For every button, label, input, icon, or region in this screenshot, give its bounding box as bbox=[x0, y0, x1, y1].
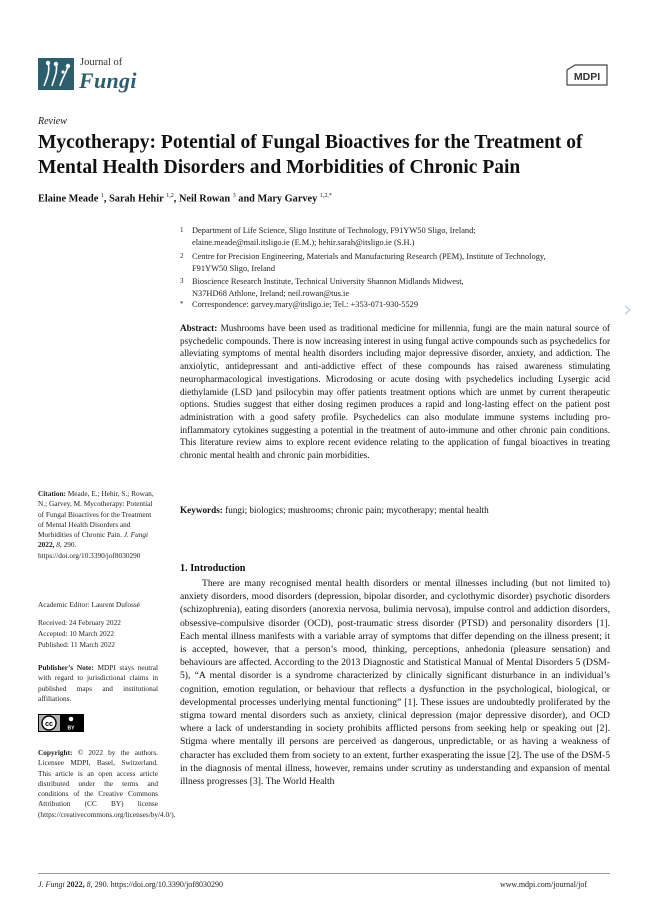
affiliation-correspondence bbox=[180, 299, 620, 311]
author-name: Sarah Hehir bbox=[109, 193, 164, 205]
academic-editor: Academic Editor: Laurent Dufossé bbox=[38, 600, 140, 609]
citation-block bbox=[38, 489, 158, 561]
citation-doi-link[interactable]: 290. https://doi.org/10.3390/jof8030290 bbox=[38, 540, 141, 560]
published-date: Published: 11 March 2022 bbox=[38, 640, 115, 649]
affiliation-line: Centre for Precision Engineering, Materials and Manufacturing Research (PEM), Institute of Technology, bbox=[192, 252, 546, 261]
affiliation-line: F91YW50 Sligo, Ireland bbox=[192, 263, 276, 273]
footer-volume: 8, bbox=[86, 880, 93, 889]
publisher-note-text: MDPI stays neutral with regard to jurisdictional claims in published maps and institutional affiliations. bbox=[38, 663, 158, 703]
affiliation-2 bbox=[180, 251, 620, 275]
copyright-label: Copyright: bbox=[38, 748, 73, 757]
abstract-label: Abstract: bbox=[180, 323, 218, 333]
cc-by-license-icon[interactable] bbox=[38, 714, 84, 732]
copyright-text: © 2022 by the authors. Licensee MDPI, Basel, Switzerland. This article is an open access article distributed under the terms and conditions of the Creative Commons Attribution (CC BY) license (https://creativecommons.org/licenses/by/4.0/). bbox=[38, 748, 176, 819]
publisher-note bbox=[38, 663, 158, 704]
affiliation-line: Department of Life Science, Sligo Institute of Technology, F91YW50 Sligo, Ireland; bbox=[192, 226, 476, 235]
journal-name: Fungi bbox=[79, 68, 137, 93]
author-list: Elaine Meade $^1$, Sarah Hehir $^{1,2}$, Neil Rowan $^3$ and Mary Garvey $^{1,2,*}$ bbox=[38, 193, 332, 205]
keywords-label: Keywords: bbox=[180, 505, 223, 515]
publisher-label: MDPI bbox=[573, 71, 601, 83]
author-affil: 1,2,* bbox=[319, 193, 332, 199]
citation-year: 2022, bbox=[38, 540, 55, 550]
footer-year: 2022, bbox=[66, 880, 85, 889]
affiliation-3 bbox=[180, 276, 620, 300]
citation-label: Citation: bbox=[38, 489, 66, 498]
article-title: Mycotherapy: Potential of Fungal Bioactives for the Treatment of Mental Health Disorders and Morbidities of Chronic Pain bbox=[38, 132, 583, 178]
affiliation-line: elaine.meade@mail.itsligo.ie (E.M.); hehir.sarah@itsligo.ie (S.H.) bbox=[192, 237, 415, 247]
citation-volume: 8, bbox=[56, 540, 62, 550]
footer-journal: J. Fungi bbox=[38, 880, 65, 889]
svg-text:cc: cc bbox=[45, 721, 53, 728]
citation-journal: J. Fungi bbox=[123, 530, 149, 540]
mdpi-logo-icon bbox=[565, 64, 609, 86]
author-affil: 3 bbox=[232, 193, 236, 199]
citation-text: Meade, E.; Hehir, S.; Rowan, N.; Garvey, M. Mycotherapy: Potential of Fungal Bioactives for the Treatment of Mental Health Disorders and Morbidities of Chronic Pain. bbox=[38, 489, 154, 540]
publisher-note-label: Publisher’s Note: bbox=[38, 663, 94, 672]
footer-doi-link[interactable]: 290. https://doi.org/10.3390/jof8030290 bbox=[94, 880, 223, 889]
affiliation-mark: * bbox=[180, 300, 184, 308]
abstract-text: Mushrooms have been used as traditional medicine for millennia, fungi are the main natural source of psychedelic compounds. There is now increasing interest in using fungal active compounds such as psychedelics for alleviating symptoms of mental health disorders including major depressive disorder, anxiety, and addiction. The anxiolytic, antidepressant and anti-addictive effect of these compounds has raised awareness stimulating neuropharmacological investigations. Microdosing or acute dosing with psychedelics including Lysergic acid diethylamide (LSD )and psilocybin may offer patients treatment options which are unmet by current therapeutic options. Studies suggest that either dosing regimen produces a rapid and long-lasting effect on the patient post administration with a good safety profile. Psychedelics can also modulate immune systems including pro-inflammatory cytokines suggesting a potential in the treatment of auto-immune and other chronic pain conditions. This literature review aims to explore recent evidence relating to the application of fungal bioactives in treating chronic mental health and chronic pain morbidities. bbox=[180, 323, 610, 461]
author-affil: 1,2 bbox=[166, 193, 174, 199]
introduction-paragraph: There are many recognised mental health disorders or mental illnesses including (but not limited to) anxiety disorders, mood disorders (depression, bipolar disorder, and cyclothymic disorder) psychotic disorders (schizophrenia), eating disorders (anorexia nervosa, bulimia nervosa), impulse control and addiction disorders, obsessive-compulsive disorder (OCD), post-traumatic stress disorder (PTSD) and personality disorders [1]. Each mental illness manifests with a variable array of symptoms that differ depending on the illness present; it is accepted, however, that a person’s mood, thinking, perceptions, anhedonia (pleasure sensation) and behaviours are affected. According to the 2013 Diagnostic and Statistical Manual of Mental Disorders 5 (DSM-5), “A mental disorder is a syndrome characterized by clinically significant disturbance in an individual’s cognition, emotion regulation, or behaviour that reflects a dysfunction in the psychological, biological, or developmental processes underlying mental functioning” [1]. These issues are undoubtedly proliferated by the stigma toward mental disorders such as anxiety, clinical depression (major depressive disorder), and OCD where a lack of understanding in society prohibits afflicted persons from seeking help or speaking out [2]. Stigma where mentally ill persons are perceived as dangerous, unpredictable, or as having a weakness of character has excluded them from society to an extent, further exasperating the issue [2]. The use of the DSM-5 in the diagnosis of mental illness, however, remains under scrutiny as understanding and expansion of mental illness progresses [3]. The World Health bbox=[180, 578, 610, 788]
affiliation-mark: 1 bbox=[180, 226, 184, 234]
page-nav-arrow-icon[interactable] bbox=[622, 305, 634, 315]
affiliation-line: Correspondence: garvey.mary@itsligo.ie; Tel.: +353-071-930-5529 bbox=[192, 300, 419, 309]
journal-of-label: Journal of bbox=[80, 57, 123, 68]
accepted-date: Accepted: 10 March 2022 bbox=[38, 629, 114, 638]
journal-logo-icon bbox=[38, 58, 74, 90]
keywords bbox=[180, 505, 610, 515]
author-name: Elaine Meade bbox=[38, 193, 99, 205]
article-type: Review bbox=[38, 116, 67, 127]
footer-divider bbox=[38, 873, 610, 874]
abstract bbox=[180, 322, 610, 462]
affiliation-line: Bioscience Research Institute, Technical University Shannon Midlands Midwest, bbox=[192, 277, 464, 286]
author-affil: 1 bbox=[100, 193, 104, 199]
author-name: Mary Garvey bbox=[257, 193, 318, 205]
affiliation-1 bbox=[180, 225, 620, 249]
author-name: Neil Rowan bbox=[178, 193, 231, 205]
keywords-text: fungi; biologics; mushrooms; chronic pain; mycotherapy; mental health bbox=[225, 505, 489, 515]
footer-journal-url[interactable]: www.mdpi.com/journal/jof bbox=[500, 880, 588, 889]
cc-by-label: BY bbox=[67, 725, 75, 732]
introduction-body bbox=[180, 577, 610, 788]
affiliation-mark: 3 bbox=[180, 277, 184, 285]
section-heading-introduction: 1. Introduction bbox=[180, 563, 246, 574]
affiliation-mark: 2 bbox=[180, 252, 184, 260]
affiliation-line: N37HD68 Athlone, Ireland; neil.rowan@tus.ie bbox=[192, 288, 350, 298]
footer-citation bbox=[38, 880, 223, 889]
received-date: Received: 24 February 2022 bbox=[38, 618, 121, 627]
copyright-block bbox=[38, 748, 176, 820]
